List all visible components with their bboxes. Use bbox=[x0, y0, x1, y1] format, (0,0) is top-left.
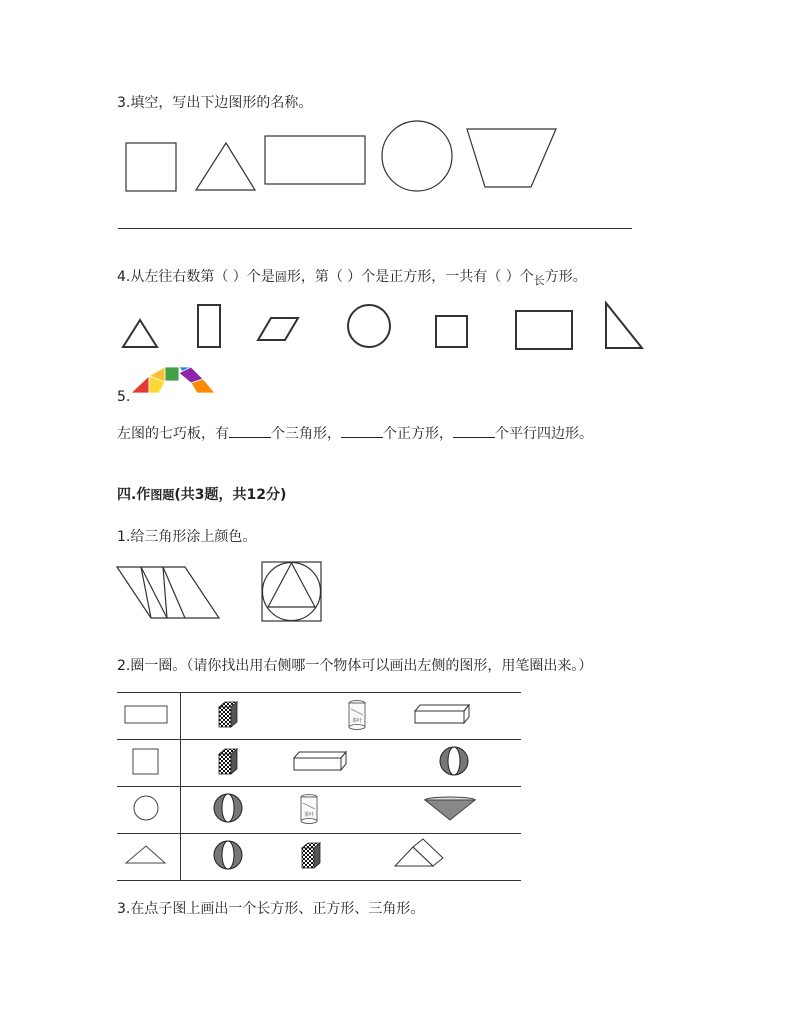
prism-icon[interactable] bbox=[371, 834, 521, 876]
q5-text: 左图的七巧板，有 bbox=[117, 426, 229, 442]
q4-prompt-part: 圆 bbox=[274, 270, 287, 284]
object-cell[interactable] bbox=[181, 787, 272, 834]
object-cell[interactable] bbox=[271, 693, 371, 740]
object-cell[interactable] bbox=[271, 787, 371, 834]
inscribed-triangle bbox=[268, 563, 315, 607]
object-cell[interactable] bbox=[371, 834, 521, 881]
tangram-figure bbox=[131, 367, 217, 395]
cube-icon[interactable] bbox=[181, 693, 271, 735]
triangle-count-blank[interactable] bbox=[229, 425, 271, 438]
object-cell[interactable] bbox=[181, 834, 272, 881]
box-icon[interactable] bbox=[271, 740, 371, 782]
ball-icon[interactable] bbox=[371, 740, 521, 782]
q3-shapes-row bbox=[118, 118, 568, 198]
q5-text: 个正方形， bbox=[383, 426, 453, 442]
square-shape bbox=[436, 316, 467, 347]
rectangle-shape bbox=[265, 136, 365, 184]
q1-color-prompt: 1.给三角形涂上颜色。 bbox=[117, 529, 257, 545]
right-triangle-shape bbox=[606, 303, 642, 348]
q5-text: 个平行四边形。 bbox=[495, 426, 593, 442]
trapezoid-shape bbox=[467, 129, 556, 187]
circle-outline-icon bbox=[117, 787, 180, 829]
q3-dots-prompt: 3.在点子图上画出一个长方形、正方形、三角形。 bbox=[117, 901, 425, 917]
object-cell[interactable] bbox=[271, 834, 371, 881]
shape-cell bbox=[117, 693, 181, 740]
q4-prompt bbox=[117, 268, 587, 287]
triangle-shape bbox=[123, 320, 157, 347]
object-cell[interactable] bbox=[371, 693, 521, 740]
q5-number: 5. bbox=[117, 389, 131, 405]
square-shape bbox=[126, 143, 176, 191]
rectangle-outline-icon bbox=[117, 693, 180, 735]
triangle-shape bbox=[196, 143, 255, 190]
shape-cell bbox=[117, 740, 181, 787]
inscribed-circle bbox=[263, 563, 321, 621]
square-outline-icon bbox=[117, 740, 180, 782]
tea-can-label: 茶叶 bbox=[303, 812, 315, 818]
cone-icon[interactable] bbox=[371, 787, 521, 829]
cube-icon[interactable] bbox=[181, 740, 271, 782]
table-row bbox=[117, 740, 521, 787]
q4-prompt-part: 4.从左往右数第（ ）个是 bbox=[117, 269, 275, 285]
q1-figures bbox=[117, 561, 327, 623]
answer-line[interactable] bbox=[118, 228, 632, 229]
shape-cell bbox=[117, 834, 181, 881]
square-count-blank[interactable] bbox=[341, 425, 383, 438]
parallelogram-count-blank[interactable] bbox=[453, 425, 495, 438]
q5-question bbox=[117, 425, 593, 443]
q4-prompt-part: 形，第（ ）个是正方形，一共有（ ）个 bbox=[286, 269, 534, 285]
box-icon[interactable] bbox=[371, 693, 521, 735]
tangram-piece bbox=[131, 376, 149, 393]
tall-rectangle-shape bbox=[198, 305, 220, 347]
object-cell[interactable] bbox=[271, 740, 371, 787]
q5-text: 个三角形， bbox=[271, 426, 341, 442]
section-title bbox=[117, 486, 286, 504]
triangle-outline-icon bbox=[117, 834, 180, 876]
cube-icon[interactable] bbox=[271, 834, 371, 876]
q4-prompt-part: 长 bbox=[533, 274, 545, 287]
q4-shapes-row bbox=[118, 298, 648, 353]
parallelogram-shape bbox=[258, 318, 298, 340]
tea-can-icon[interactable] bbox=[271, 693, 371, 735]
parallelogram-figure bbox=[117, 567, 219, 618]
section-title-part: (共3题，共12分) bbox=[174, 487, 287, 503]
shape-cell bbox=[117, 787, 181, 834]
ball-icon[interactable] bbox=[181, 787, 271, 829]
ball-icon[interactable] bbox=[181, 834, 271, 876]
section-title-part: 四.作 bbox=[117, 487, 151, 503]
tangram-piece bbox=[165, 367, 179, 381]
table-row bbox=[117, 787, 521, 834]
tea-can-icon[interactable] bbox=[271, 787, 371, 829]
section-title-part: 图题 bbox=[150, 488, 175, 502]
object-cell[interactable] bbox=[181, 740, 272, 787]
q3-fill-prompt: 3.填空，写出下边图形的名称。 bbox=[117, 95, 313, 111]
q4-prompt-part: 方形。 bbox=[544, 269, 587, 285]
matching-table bbox=[117, 692, 521, 881]
circle-shape bbox=[382, 121, 452, 191]
table-row bbox=[117, 834, 521, 881]
rectangle-shape bbox=[516, 311, 572, 349]
object-cell[interactable] bbox=[371, 787, 521, 834]
tea-can-label: 茶叶 bbox=[351, 718, 363, 724]
circle-shape bbox=[348, 305, 390, 347]
object-cell[interactable] bbox=[371, 740, 521, 787]
table-row bbox=[117, 693, 521, 740]
q2-prompt: 2.圈一圈。（请你找出用右侧哪一个物体可以画出左侧的图形，用笔圈出来。） bbox=[117, 658, 593, 674]
object-cell[interactable] bbox=[181, 693, 272, 740]
